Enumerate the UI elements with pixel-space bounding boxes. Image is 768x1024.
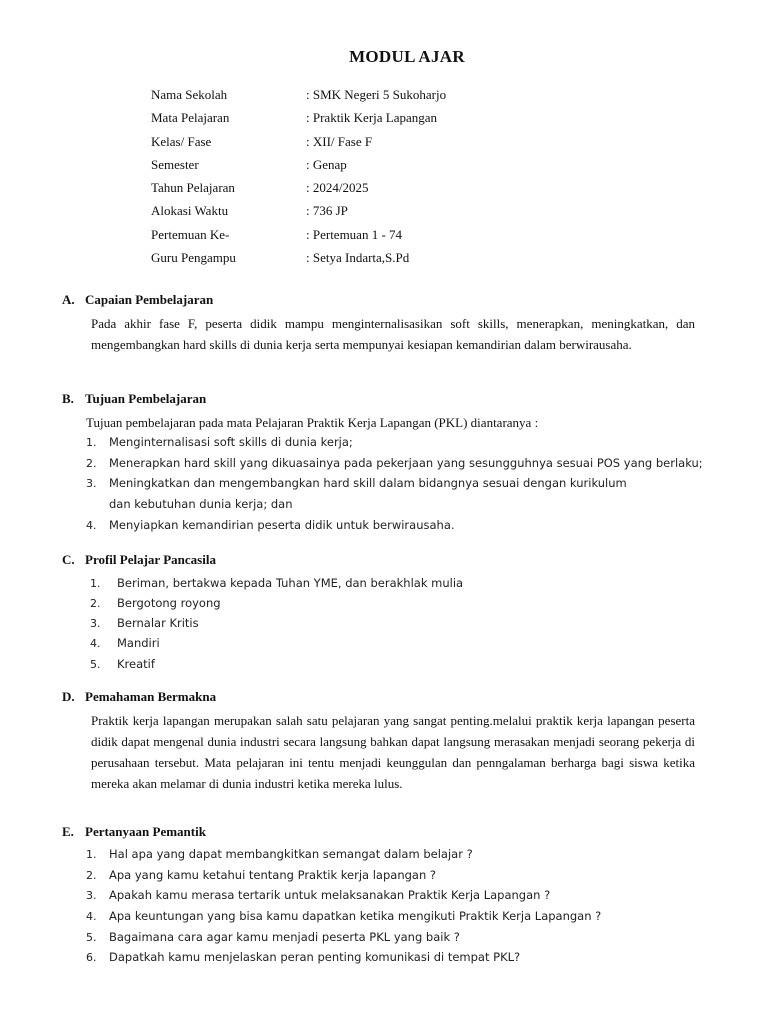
section-letter: C. — [62, 552, 75, 567]
list-item: Apa yang kamu ketahui tentang Praktik kerja lapangan ? — [109, 868, 437, 882]
list-number: 2. — [90, 597, 101, 610]
section-e-heading — [62, 824, 206, 840]
identity-value: : SMK Negeri 5 Sukoharjo — [306, 87, 447, 102]
list-number: 3. — [86, 477, 97, 490]
list-item: Bernalar Kritis — [117, 616, 199, 630]
list-number: 5. — [86, 931, 97, 944]
section-b-intro: Tujuan pembelajaran pada mata Pelajaran Praktik Kerja Lapangan (PKL) diantaranya : — [86, 415, 539, 430]
identity-label: Tahun Pelajaran — [151, 180, 235, 195]
list-item: Bagaimana cara agar kamu menjadi peserta PKL yang baik ? — [109, 930, 460, 944]
list-number: 5. — [90, 658, 101, 671]
identity-value: : 2024/2025 — [306, 180, 369, 195]
identity-value: : XII/ Fase F — [306, 134, 373, 149]
section-letter: D. — [62, 689, 75, 704]
section-title: Pemahaman Bermakna — [85, 689, 217, 704]
identity-row — [151, 180, 711, 200]
identity-label: Guru Pengampu — [151, 250, 236, 265]
list-number: 1. — [86, 436, 97, 449]
identity-label: Kelas/ Fase — [151, 134, 212, 149]
identity-row — [151, 250, 711, 270]
list-number: 4. — [86, 519, 97, 532]
list-number: 2. — [86, 869, 97, 882]
list-item: Menyiapkan kemandirian peserta didik untuk berwirausaha. — [109, 518, 455, 532]
identity-value: : Setya Indarta,S.Pd — [306, 250, 410, 265]
identity-value: : Genap — [306, 157, 347, 172]
identity-row — [151, 134, 711, 154]
section-a-paragraph: Pada akhir fase F, peserta didik mampu menginternalisasikan soft skills, menerapkan, meningkatkan, dan mengembangkan hard skills di dunia kerja serta mempunyai kesiapan kemandirian dalam berwirausaha. — [91, 316, 695, 352]
list-item-continuation: dan kebutuhan dunia kerja; dan — [109, 497, 293, 511]
identity-row — [151, 203, 711, 223]
list-number: 3. — [86, 889, 97, 902]
identity-label: Nama Sekolah — [151, 87, 228, 102]
identity-row — [151, 110, 711, 130]
section-d-paragraph: Praktik kerja lapangan merupakan salah satu pelajaran yang sangat penting.melalui praktik kerja lapangan peserta didik dapat mengenal dunia industri secara langsung bahkan dapat langsung merasakan menjadi seorang pekerja di perusahaan tersebut. Mata pelajaran ini tentu menjadi keunggulan dan penngalaman berharga bagi siswa ketika mereka akan melamar di dunia industri ketika mereka lulus. — [91, 713, 695, 791]
identity-value: : Praktik Kerja Lapangan — [306, 110, 438, 125]
list-number: 3. — [90, 617, 101, 630]
section-b-heading — [62, 391, 206, 407]
identity-label: Semester — [151, 157, 199, 172]
list-item: Beriman, bertakwa kepada Tuhan YME, dan berakhlak mulia — [117, 576, 464, 590]
list-item: Bergotong royong — [117, 596, 221, 610]
identity-label: Alokasi Waktu — [151, 203, 229, 218]
list-item: Menginternalisasi soft skills di dunia kerja; — [109, 435, 353, 449]
identity-value: : Pertemuan 1 - 74 — [306, 227, 403, 242]
identity-row — [151, 227, 711, 247]
section-title: Pertanyaan Pemantik — [85, 824, 206, 839]
list-item: Mandiri — [117, 636, 160, 650]
identity-label: Mata Pelajaran — [151, 110, 230, 125]
list-item: Meningkatkan dan mengembangkan hard skill dalam bidangnya sesuai dengan kurikulum — [109, 476, 627, 490]
identity-label: Pertemuan Ke- — [151, 227, 230, 242]
list-number: 6. — [86, 951, 97, 964]
identity-value: : 736 JP — [306, 203, 348, 218]
section-title: Profil Pelajar Pancasila — [85, 552, 216, 567]
list-item: Hal apa yang dapat membangkitkan semangat dalam belajar ? — [109, 847, 473, 861]
list-item: Menerapkan hard skill yang dikuasainya pada pekerjaan yang sesungguhnya sesuai POS yang berlaku; — [109, 456, 703, 470]
list-item: Apa keuntungan yang bisa kamu dapatkan ketika mengikuti Praktik Kerja Lapangan ? — [109, 909, 602, 923]
page-title: MODUL AJAR — [349, 47, 465, 66]
section-c-heading — [62, 552, 216, 568]
section-letter: A. — [62, 292, 75, 307]
list-number: 4. — [90, 637, 101, 650]
list-number: 1. — [90, 577, 101, 590]
list-item: Kreatif — [117, 657, 155, 671]
list-number: 1. — [86, 848, 97, 861]
section-letter: E. — [62, 824, 74, 839]
section-letter: B. — [62, 391, 74, 406]
identity-row — [151, 87, 711, 107]
list-number: 2. — [86, 457, 97, 470]
section-d-heading — [62, 689, 216, 705]
section-title: Tujuan Pembelajaran — [85, 391, 207, 406]
section-title: Capaian Pembelajaran — [85, 292, 214, 307]
list-item: Dapatkah kamu menjelaskan peran penting komunikasi di tempat PKL? — [109, 950, 521, 964]
list-item: Apakah kamu merasa tertarik untuk melaksanakan Praktik Kerja Lapangan ? — [109, 888, 551, 902]
identity-row — [151, 157, 711, 177]
section-a-heading — [62, 292, 213, 308]
list-number: 4. — [86, 910, 97, 923]
